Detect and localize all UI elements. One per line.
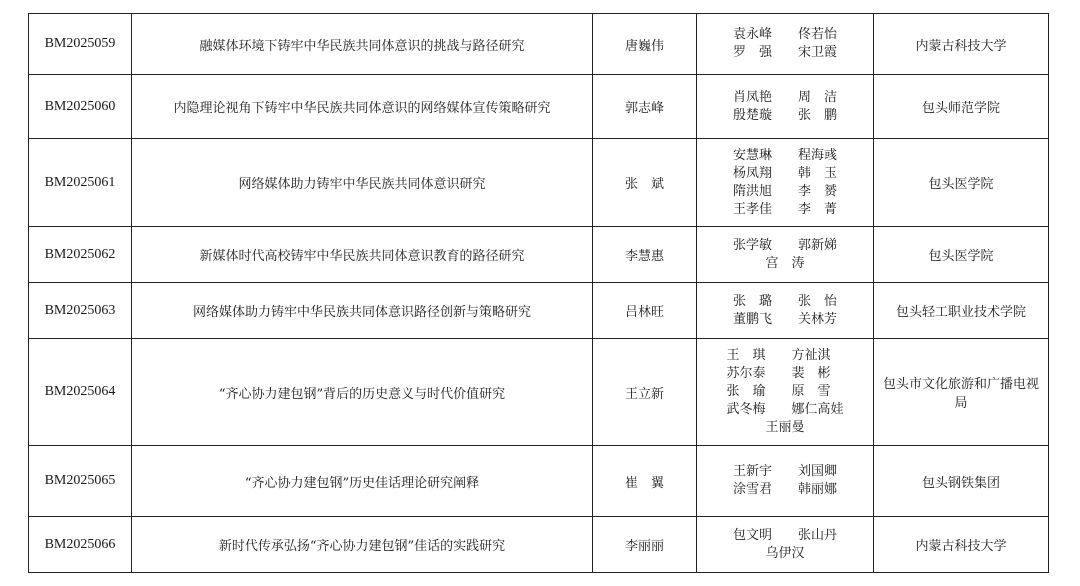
member-line: 董鹏飞 关林芳 (732, 311, 837, 327)
table-row (29, 14, 1049, 75)
project-code: BM2025062 (29, 227, 132, 283)
project-table (28, 13, 1049, 573)
project-leader: 郭志峰 (593, 75, 697, 139)
project-organization: 包头钢铁集团 (874, 446, 1049, 517)
project-organization: 包头医学院 (874, 139, 1049, 227)
member-line: 袁永峰 佟若怡 (732, 27, 837, 42)
project-title: 新时代传承弘扬“齐心协力建包钢”佳话的实践研究 (132, 517, 593, 573)
project-leader: 唐巍伟 (593, 14, 697, 75)
project-members (697, 75, 874, 139)
project-organization: 内蒙古科技大学 (874, 517, 1049, 573)
member-line: 安慧琳 程海彧 (732, 147, 837, 163)
project-title: 内隐理论视角下铸牢中华民族共同体意识的网络媒体宣传策略研究 (132, 75, 593, 139)
member-line: 包文明 张山丹 (732, 527, 837, 543)
project-title: 网络媒体助力铸牢中华民族共同体意识研究 (132, 139, 593, 227)
project-code: BM2025061 (29, 139, 132, 227)
project-leader: 吕林旺 (593, 283, 697, 339)
member-line: 王孝佳 李 菁 (732, 201, 837, 217)
project-title: 网络媒体助力铸牢中华民族共同体意识路径创新与策略研究 (132, 283, 593, 339)
project-members (697, 446, 874, 517)
table-row (29, 446, 1049, 517)
project-title: “齐心协力建包钢”历史佳话理论研究阐释 (132, 446, 593, 517)
member-line: 乌伊汉 (765, 545, 805, 561)
project-code: BM2025060 (29, 75, 132, 139)
project-organization: 内蒙古科技大学 (874, 14, 1049, 75)
project-organization: 包头医学院 (874, 227, 1049, 283)
member-line: 隋洪旭 李 赟 (732, 183, 837, 199)
table-row (29, 75, 1049, 139)
project-leader: 李慧惠 (593, 227, 697, 283)
project-leader: 崔 翼 (593, 446, 697, 517)
project-organization: 包头轻工职业技术学院 (874, 283, 1049, 339)
project-title: “齐心协力建包钢”背后的历史意义与时代价值研究 (132, 339, 593, 446)
project-code: BM2025066 (29, 517, 132, 573)
project-leader: 王立新 (593, 339, 697, 446)
project-members (697, 283, 874, 339)
member-line: 王 琪 方祉淇 (726, 348, 831, 363)
project-code: BM2025064 (29, 339, 132, 446)
member-line: 武冬梅 娜仁高娃 (726, 402, 844, 417)
project-members (697, 14, 874, 75)
member-line: 王新宇 刘国卿 (732, 464, 837, 479)
member-line: 涂雪君 韩丽娜 (732, 482, 837, 497)
member-line: 王丽曼 (765, 420, 805, 435)
project-leader: 李丽丽 (593, 517, 697, 573)
member-line: 苏尔泰 裴 彬 (726, 366, 831, 381)
member-line: 肖凤艳 周 洁 (732, 89, 837, 105)
project-members (697, 517, 874, 573)
project-title: 融媒体环境下铸牢中华民族共同体意识的挑战与路径研究 (132, 14, 593, 75)
member-line: 殷楚璇 张 鹏 (732, 107, 837, 123)
member-line: 宫 涛 (765, 255, 805, 271)
table-row (29, 283, 1049, 339)
project-code: BM2025065 (29, 446, 132, 517)
project-organization: 包头市文化旅游和广播电视局 (874, 339, 1049, 446)
project-members (697, 339, 874, 446)
project-code: BM2025063 (29, 283, 132, 339)
project-leader: 张 斌 (593, 139, 697, 227)
member-line: 张学敏 郭新娣 (732, 237, 837, 253)
member-line: 张 璐 张 怡 (732, 293, 837, 309)
member-line: 罗 强 宋卫霞 (732, 45, 837, 60)
member-line: 张 瑜 原 雪 (726, 384, 831, 399)
table-row (29, 517, 1049, 573)
table-row (29, 227, 1049, 283)
table-row (29, 339, 1049, 446)
project-title: 新媒体时代高校铸牢中华民族共同体意识教育的路径研究 (132, 227, 593, 283)
member-line: 杨凤翔 韩 玉 (732, 165, 837, 181)
project-members (697, 139, 874, 227)
project-members (697, 227, 874, 283)
table-row (29, 139, 1049, 227)
project-code: BM2025059 (29, 14, 132, 75)
project-organization: 包头师范学院 (874, 75, 1049, 139)
project-table-body (29, 14, 1049, 573)
